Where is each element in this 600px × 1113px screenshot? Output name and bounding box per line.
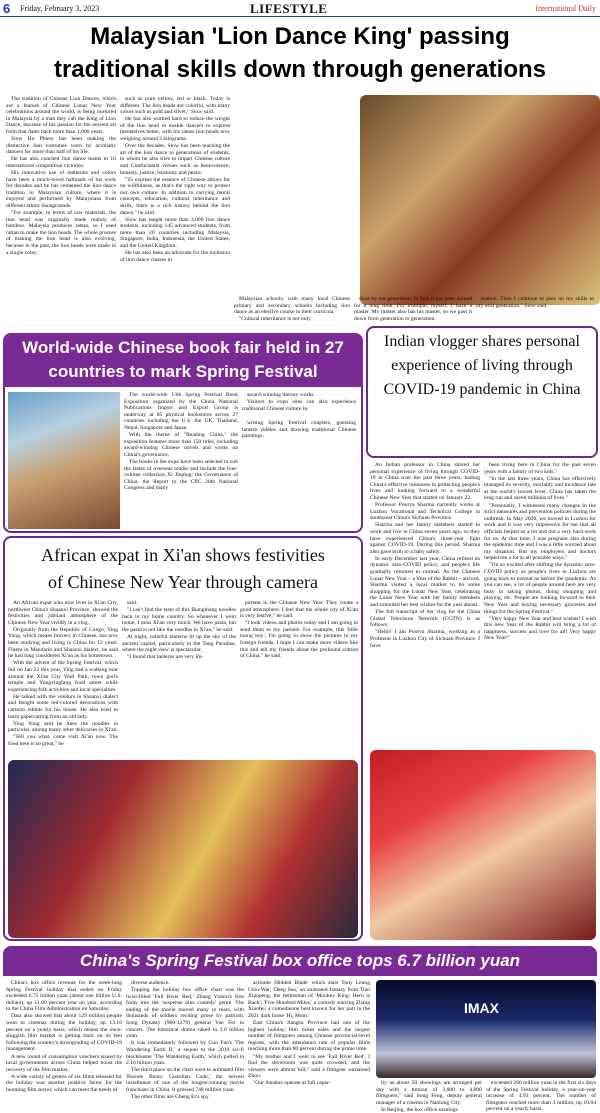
paragraph: At night, colorful lanterns lit up the sky of the ancient capital, particularly in the Tang Paradise, where the night view is spectacular. [122, 633, 236, 654]
paragraph: been living here in China for the past seven years with a family of two kids." [484, 462, 596, 475]
paragraph: "To express the essence of Chinese allows for no willfulness, as that's the right way to protect our own culture. In addition to carrying moral concepts, education, cultural inheritance and skills, there is a rich history behind the lion dance," he said. [120, 176, 230, 216]
story1-col4 [354, 296, 472, 326]
paragraph: "For example, in terms of raw materials, the lion head was originally made mainly of bamboo. Malaysia produces rattan, so I used rattan to make the lion heads. The whole process of making the lion head is also evolving, because in the past, the lion heads were made in a single color, [6, 210, 116, 256]
story3-col2 [484, 462, 596, 746]
paragraph: "Personally, I witnessed many changes in the strict measures and prevention policies during the outbreak. In May 2020, we moved to Luzhou for work and it was very impressive for me that all officials helped us a lot and did a very hard work for us. At that time, I was pregnant also during the epidemic time and I was a little worried about my situation. But my employers and doctors helped me a lot in all possible ways." [484, 502, 596, 562]
paragraph: said. [127, 600, 138, 606]
paragraph: It was immediately followed by Guo Fan's 'The Wandering Earth II,' a sequel to the 2019 sci-fi blockbuster 'The Wandering Earth,' which pulled in 2.16 billion yuan. [126, 1040, 244, 1067]
paragraph: Siow has taught more than 3,000 lion dance students, including 145 advanced students, from more than 20 countries including Malaysia, Singapore, India, Indonesia, the United States, and the United Kingdom. [120, 216, 230, 250]
story5-col2 [126, 980, 244, 1104]
paragraph: An Indian professor in China shared her personal experience of living through COVID-19 in China over the past three years, hailing China's effective measures in protecting people's lives and looking forward to a wonderful Chinese New Year that started on January 22. [370, 462, 480, 501]
paragraph: In early December last year, China refined its dynamic zero-COVID policy, and people's life gradually returned to normal. As the Chinese Lunar New Year – a Year of the Rabbit – arrived, Sharma visited a local market to do some shopping for the Lunar New Year, celebrating the Lunar New Year with her family members and extended her best wishes for the year ahead. [370, 555, 480, 608]
cinema-lobby-photo [376, 980, 596, 1078]
paragraph: The tradition of Chinese Lion Dances, which are a feature of Chinese Lunar New Year celebrations around the world, is being nurtured in Malaysia by a man they call the King of Lion Dance, because of his passion for the ancient art form that dates back more than 1,000 years. [6, 96, 116, 135]
story4-headline [6, 542, 360, 596]
paragraph: Visitors to expo sites can also experience traditional Chinese culture by [242, 399, 356, 412]
story3-headline-line3: COVID-19 pandemic in China [383, 381, 581, 398]
paragraph: writing Spring Festival couplets, guessing lantern riddles and drawing traditional Chinese paintings. [242, 420, 356, 440]
paragraph: A new round of consumption vouchers issued by local governments across China helped boost the recovery of the film market. [6, 1053, 122, 1073]
story4-col3 [240, 600, 358, 700]
paragraph: "Tell you what, come visit Xi'an now. The food here is so great," he [8, 734, 118, 747]
paragraph: The full transcript of her vlog for the China Global Television Network (CGTN) is as follows: [370, 609, 480, 629]
story2-headline-line1: World-wide Chinese book fair held in 27 [22, 338, 344, 357]
paragraph: He has also been an advocate for the inclusion of lion dance classes in [120, 250, 230, 263]
xian-expat-photo [8, 760, 358, 938]
paragraph: Malaysian schools, with many local Chinese primary and secondary schools including lion dance as an elective course in their curricula. [234, 296, 350, 316]
paragraph: His innovative use of materials and colors have been a much-loved hallmark of his work for decades and he has cemented the lion dance tradition in Malaysian culture, where it is enjoyed and performed by Malaysians from different ethnic backgrounds. [6, 170, 116, 209]
paragraph: The other films are Cheng Er's spy [131, 1094, 209, 1101]
paragraph: "I found that lanterns are very im- [127, 654, 204, 661]
paragraph: diverse audience. [131, 980, 170, 986]
paragraph: exceeded 200 million yuan in the first six days of the Spring Festival holiday, a year-on-year increase of 4.93 percent. The number of filmgoers reached more than 3 million, up 10.84 percent on a yearly basis. [486, 1080, 596, 1113]
paper-name: International Daily [535, 4, 596, 13]
paragraph: "Cultural inheritance is not only [239, 316, 311, 323]
lion-head-maker-photo [360, 95, 600, 305]
page-number: 6 [3, 1, 11, 16]
paragraph: An African expat who now lives in Xi'an City, northwest China's Shaanxi Province, showed the festivities and jubilant atmosphere of the Chinese New Year vividly in a vlog. [8, 600, 118, 626]
paragraph: "I'm so excited after shifting the dynamic zero-COVID policy as people's lives in Luzhou are going back to normal as before the pandemic. As you can see, a lot of people around here are very busy in taking photos, doing shopping and playing, etc. People are looking forward to their New Year and buying necessary groceries and things for the Spring Festival." [484, 562, 596, 615]
story2-headline-line2: countries to mark Spring Festival [48, 362, 318, 381]
paragraph: Over the decades, Siow has been teaching the art of the lion dance to generations of students, to whom he also tries to impart Chinese culture and Confucianist virtues such as benevolence, honesty, justice, harmony and peace. [120, 143, 230, 176]
story5-headline: China's Spring Festival box office tops 6.7 billion yuan [3, 946, 597, 976]
paragraph: ity as about 50 showings are arranged per day with a turnout of 3,000 to 4,000 filmgoers," said Song Feng, deputy general manager of a cinema in Nantong City. [376, 1080, 482, 1106]
paragraph: He talked with the vendors in Shaanxi dialect and bought some red-colored decorations with cartoon rabbits for his house. He also tried to learn papercutting from an old lady. [8, 693, 118, 720]
paragraph: "I took videos and photos today and I am going to send them to my parents. For example, this 'little loong boy', I'm going to show the pictures to my foreign friends. I hope I can make more videos like this and tell my friends about the profound culture of China," he said. [240, 620, 358, 660]
story1-headline-line2: traditional skills down through generations [53, 56, 547, 83]
story5-col1 [6, 980, 122, 1104]
story4-headline-line1: African expat in Xi'an shows festivities [41, 545, 325, 565]
paragraph: Siow Ho Phiew has been making the distinctive lion costumes worn by acrobatic dancers for more than half of his life. [6, 136, 116, 156]
story1-col2 [120, 96, 230, 322]
paragraph: Data also showed that about 129 million people went to cinemas during the holiday, up 13.16 percent on a yearly basis, which means the once-sluggish film market is getting back on its feet following the country's downgrading of COVID-19 management. [6, 1013, 122, 1053]
paragraph: award-winning literary works. [247, 392, 315, 398]
paragraph: eration. Then I continue to pass on my skills to my next generation," Siow said. [476, 296, 594, 309]
imax-sign: IMAX [464, 999, 499, 1016]
paragraph: The world-wide 13th Spring Festival Book Exposition organized by the China National Publications Import and Export Group is underway at 85 physical bookstores across 27 countries including the U.S. the UK, Thailand, Nepal, Singapore and Japan. [124, 392, 238, 431]
paragraph: such as pure yellow, red or black. Today is different. The lion heads are colorful, with many colors such as gold and silver," Siow said. [120, 96, 230, 116]
book-fair-photo [8, 392, 120, 529]
paragraph: In Beijing, the box office earnings [381, 1106, 458, 1113]
paragraph: "Hello! I am Poorva Sharma, working as a Professor in Luzhou City of Sichuan Province. I have [370, 629, 480, 649]
paragraph: The books in the expo have been selected to suit the tastes of overseas reader and include the four-volume collection Xi Jinping: the Governance of China, the Report to the CPC 20th National Congress and many [124, 458, 238, 492]
paragraph: With the theme of "Reading China," the exposition features more than 150 titles, including award-winning Chinese novels and works on China's governance. [124, 432, 238, 458]
section-title: LIFESTYLE [250, 1, 328, 16]
story2-col1 [124, 392, 238, 530]
paragraph: The third place on the chart went to animated film 'Boonie Bears: Guardian Code,' the newest installment of one of the longest-running movie franchises in China. It grossed 748 million yuan. [126, 1067, 244, 1093]
paragraph: A wide variety of genres of six films released for the holiday was another positive factor for the booming film sector, which can meet the needs of [6, 1073, 122, 1093]
paragraph: Ying Yong said he likes the noodles in particular, among many other delicacies in Xi'an. [8, 720, 118, 734]
story4-headline-line2: of Chinese New Year through camera [48, 572, 318, 592]
paragraph: China's box office revenue for the week-long Spring Festival holiday that ended on Friday exceeded 6.75 billion yuan (about one billion U.S. dollars), up 11.89 percent year on year, according to the China Film Administration on Saturday. [6, 980, 122, 1013]
story3-headline-line1: Indian vlogger shares personal [384, 333, 580, 350]
page-date: Friday, February 3, 2023 [20, 4, 100, 13]
story5-col3 [248, 980, 370, 1104]
story5-col5 [486, 1080, 596, 1113]
story5-col4 [376, 1080, 482, 1113]
paragraph: done by our generation. In fact, it has been around for a long time. For example, myself, I have a master. My master also has his master, so we pass it down from generation to generation. [354, 296, 472, 322]
story4-col1 [8, 600, 118, 758]
paragraph: Professor Poorva Sharma currently works at Luzhou Vocational and Technical College in southwest China's Sichuan Province. [370, 502, 480, 522]
story3-headline [370, 330, 594, 402]
story3-headline-line2: experience of living through [391, 357, 573, 374]
paragraph: "My mother and I went to see 'Full River Red'. I find the showroom was quite crowded, and the viewers were almost full," said a filmgoer surnamed Zhou. [248, 1053, 370, 1080]
paragraph: "Our theaters operate at full capac- [253, 1080, 332, 1087]
story2-headline [3, 333, 363, 387]
paragraph: Originally from the Republic of Congo, Ying Yong, which means bravery in Chinese, has now been studying and living in China for 12 years. Fluent in Mandarin and Shaanxi dialect, he said he had long considered Xi'an as his hometown. [8, 626, 118, 660]
paragraph: Sharma and her family members started to work and live in China seven years ago, so they have experienced China's three-year fight against COVID-19. During this period, Sharma also gave birth to a baby safely. [370, 522, 480, 555]
story4-col2 [122, 600, 236, 758]
paragraph: He has also worked hard to reduce the weight of the lion head to enable dancers to express themselves better, with his rattan lion heads now weighing around 3 kilograms. [120, 116, 230, 143]
spring-festival-market-photo [370, 750, 596, 940]
paragraph: He has also coached lion dance teams to 10 international competition victories. [6, 156, 116, 169]
story1-headline [0, 20, 600, 86]
paragraph: With the advent of the Spring Festival, which fell on Jan 22 this year, Ying had a walking tour around the Xi'an City Wall Park, town god's temple and Yongxingfang food street while experiencing folk activities and local specialties. [8, 660, 118, 693]
story1-col1 [6, 96, 116, 322]
paragraph: "Very happy New Year and best wishes! I wish this new Year of the Rabbit will bring a lot of happiness, success and love for all! Very happy New Year!" [484, 615, 596, 642]
story1-headline-line1: Malaysian 'Lion Dance King' passing [90, 23, 510, 50]
paragraph: actioner 'Hidden Blade' which stars Tony Leung Chiu-Wai; 'Deep Sea,' an animated fantasy from Tian Xiaopeng, the helmsman of 'Monkey King: Hero is Back'; 'Five Hundred Miles,' a comedy starring Zhang Xiaofei, a comedienne best known for her part in the 2021 dark horse 'Hi, Mom.' [248, 980, 370, 1019]
paragraph: portant in the Chinese New Year. They create a good atmosphere. I feel that the whole city of Xi'an is very festive," he said. [240, 600, 358, 620]
story2-col3 [242, 420, 356, 450]
paragraph: "I can't find the taste of this Biangbiang noodles back in my home country. So whenever I went home, I miss Xi'an very much. We have pasta, but the pasta is not like the noodles in Xi'an," he said. [122, 607, 236, 633]
story3-col1 [370, 462, 480, 746]
story1-col3 [234, 296, 350, 326]
story1-col5 [476, 296, 594, 326]
paragraph: "In the last three years, China has effectively managed its severity, mortality and incidence rate at the world's lowest level. China has taken the long run and saved millions of lives." [484, 475, 596, 502]
story2-col2 [242, 392, 356, 422]
paragraph: Topping the holiday box office chart was the twist-filled 'Full River Red,' Zhang Yimou's first foray into the 'suspense plus comedy' genre. The ending of the movie moved many to tears, with thousands of soldiers reciting prose by patriotic Song Dynasty (960-1279) general Yue Fei in concert. The historical drama raked in 2.6 billion yuan. [126, 987, 244, 1040]
paragraph: East China's Jiangsu Province had one of the highest holiday film ticket sales and the largest number of filmgoers among Chinese provincial-level regions, with the attendance rate of popular films reaching more than 80 percent during the prime time. [248, 1020, 370, 1053]
